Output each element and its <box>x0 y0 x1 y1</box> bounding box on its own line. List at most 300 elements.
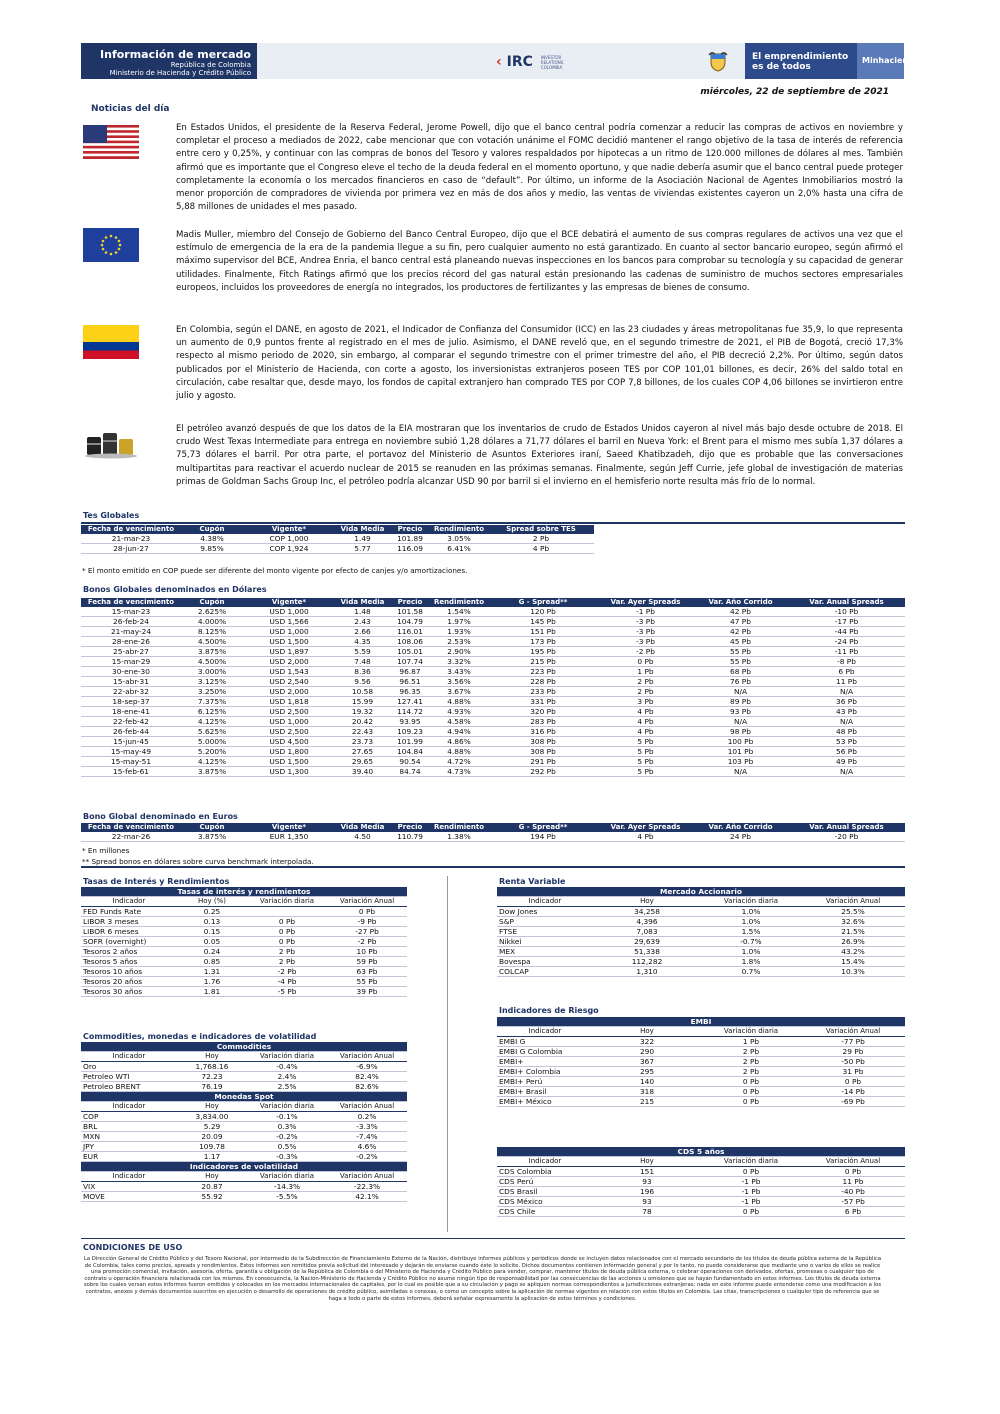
col-header: Variación diaria <box>701 1157 801 1167</box>
table-cell: 151 <box>593 1167 701 1177</box>
col-header: Fecha de vencimiento <box>81 525 181 534</box>
col-header: Variación Anual <box>327 1102 407 1112</box>
table-cell: 25-abr-27 <box>81 647 181 657</box>
table-cell: 308 Pb <box>488 737 598 747</box>
table-row <box>81 957 407 967</box>
table-cell: 49 Pb <box>788 757 905 767</box>
table-cell: 308 Pb <box>488 747 598 757</box>
table-cell: 105.01 <box>390 647 430 657</box>
table-cell: 29.65 <box>335 757 390 767</box>
table-row <box>81 987 407 997</box>
table-cell: -44 Pb <box>788 627 905 637</box>
table-row <box>81 767 905 777</box>
table-cell: 6 Pb <box>801 1207 905 1217</box>
table-row <box>497 957 905 967</box>
table-cell: 1,310 <box>593 967 701 977</box>
table-cell: 0.5% <box>247 1142 327 1152</box>
table-row <box>81 687 905 697</box>
table-subheader: Tasas de interés y rendimientos <box>81 887 407 897</box>
table-cell: 15-may-51 <box>81 757 181 767</box>
table-cell: 0.85 <box>177 957 247 967</box>
table-cell: USD 1,500 <box>243 757 335 767</box>
eur-footnote-2: ** Spread bonos en dólares sobre curva benchmark interpolada. <box>82 857 314 866</box>
table-cell: 2 Pb <box>701 1057 801 1067</box>
table-cell: 5.000% <box>181 737 243 747</box>
news-item-usa: En Estados Unidos, el presidente de la Reserva Federal, Jerome Powell, dijo que el banco central podría comenzar a reducir las compras de activos en noviembre y completar el proceso a mediados de 2022, cabe mencionar que con votación unánime el FOMC decidió mantener el rango objetivo de la tasa de interés de referencia entre cero y 0,25%, y continuar con las compras de bonos del Tesoro y valores respaldados por hipotecas a un ritmo de 120.000 millones de dólares al mes. También afirmó que es importante que el Congreso eleve el techo de la deuda federal en el momento oportuno, y que nadie debería asumir que el banco central puede proteger completamente la economía o los mercados financieros en caso de “default”. Por último, un informe de la Asociación Nacional de Agentes Inmobiliarios mostró la menor proporción de compradores de vivienda por primera vez en más de dos años y medio, las ventas de viviendas existentes cayeron un 2,0% hasta una cifra de 5,88 millones de unidades el mes pasado. <box>176 123 903 213</box>
table-row <box>81 967 407 977</box>
col-header: G - Spread** <box>488 823 598 832</box>
table-cell: -0.3% <box>247 1152 327 1162</box>
table-cell: 2.43 <box>335 617 390 627</box>
commodities-table <box>81 1042 407 1202</box>
table-cell: 39.40 <box>335 767 390 777</box>
table-cell: 316 Pb <box>488 727 598 737</box>
table-cell <box>247 907 327 917</box>
table-cell: 20.09 <box>177 1132 247 1142</box>
table-cell: N/A <box>788 767 905 777</box>
slogan-line-1: El emprendimiento <box>752 52 849 62</box>
table-cell: -11 Pb <box>788 647 905 657</box>
news-item-europe: Madis Muller, miembro del Consejo de Gobierno del Banco Central Europeo, dijo que el BCE debatirá el aumento de sus compras regulares de activos una vez que el estímulo de emergencia de la era de la pandemia llegue a su fin, pero cualquier aumento no está garantizado. En cuanto al sector bancario europeo, según afirmó el máximo supervisor del BCE, Andrea Enria, el banco central está planeando nuevas inspecciones en los bancos para comprobar su tecnología y su capacidad de generar utilidades. Finalmente, Fitch Ratings afirmó que los precios récord del gas natural están presionando las cadenas de suministro de muchos sectores empresariales europeos, incluidos los proveedores de energía no integrados, los productores de fertilizantes y las empresas de bienes de consumo. <box>176 230 903 293</box>
table-cell: 367 <box>593 1057 701 1067</box>
table-cell: 45 Pb <box>693 637 788 647</box>
col-header: Variación diaria <box>701 1027 801 1037</box>
table-cell: 9.56 <box>335 677 390 687</box>
table-cell: 5.200% <box>181 747 243 757</box>
tes-title: Tes Globales <box>83 511 140 520</box>
table-cell: LIBOR 6 meses <box>81 927 177 937</box>
table-row <box>497 947 905 957</box>
table-cell: COP <box>81 1112 177 1122</box>
table-row <box>81 627 905 637</box>
table-cell: 93 <box>593 1197 701 1207</box>
col-header: Hoy <box>177 1102 247 1112</box>
table-cell: 101.58 <box>390 607 430 617</box>
table-cell: 98 Pb <box>693 727 788 737</box>
table-cell: 93.95 <box>390 717 430 727</box>
table-cell: 0 Pb <box>701 1207 801 1217</box>
table-cell: 116.01 <box>390 627 430 637</box>
table-cell: 120 Pb <box>488 607 598 617</box>
table-cell: USD 1,000 <box>243 717 335 727</box>
table-cell: 0 Pb <box>247 917 327 927</box>
table-cell: 3.125% <box>181 677 243 687</box>
table-cell: 5 Pb <box>598 757 693 767</box>
table-cell: 1.0% <box>701 947 801 957</box>
table-cell: 0.7% <box>701 967 801 977</box>
table-cell: 82.4% <box>327 1072 407 1082</box>
table-cell: MXN <box>81 1132 177 1142</box>
col-header: Spread sobre TES <box>488 525 594 534</box>
table-cell: 4.93% <box>430 707 488 717</box>
table-cell: 320 Pb <box>488 707 598 717</box>
table-cell: 2 Pb <box>247 957 327 967</box>
table-cell: 283 Pb <box>488 717 598 727</box>
table-cell: 4 Pb <box>598 707 693 717</box>
table-cell: 2.5% <box>247 1082 327 1092</box>
table-cell: 5.625% <box>181 727 243 737</box>
col-header: Variación Anual <box>327 1172 407 1182</box>
header-row <box>81 1172 407 1182</box>
table-cell: 1.97% <box>430 617 488 627</box>
header-banner <box>81 43 920 79</box>
table-cell: 4 Pb <box>598 717 693 727</box>
table-cell: 104.84 <box>390 747 430 757</box>
table-cell: 29,639 <box>593 937 701 947</box>
table-cell: 5 Pb <box>598 767 693 777</box>
table-cell: 2 Pb <box>701 1067 801 1077</box>
col-header: Rendimiento <box>430 598 488 607</box>
col-header: Variación Anual <box>801 897 905 907</box>
table-cell: 93 Pb <box>693 707 788 717</box>
table-cell: 5 Pb <box>598 747 693 757</box>
divider <box>81 866 905 868</box>
table-row <box>497 1087 905 1097</box>
table-cell: -22.3% <box>327 1182 407 1192</box>
table-cell: 84.74 <box>390 767 430 777</box>
table-cell: N/A <box>693 687 788 697</box>
table-cell: 101.99 <box>390 737 430 747</box>
table-cell: -10 Pb <box>788 607 905 617</box>
table-cell: VIX <box>81 1182 177 1192</box>
table-cell: 18-sep-37 <box>81 697 181 707</box>
table-cell: BRL <box>81 1122 177 1132</box>
table-cell: 90.54 <box>390 757 430 767</box>
table-cell: EMBI+ Perú <box>497 1077 593 1087</box>
col-header: Fecha de vencimiento <box>81 823 181 832</box>
header-title: Información de mercado <box>100 48 251 61</box>
table-cell: 194 Pb <box>488 832 598 842</box>
table-cell: 10.3% <box>801 967 905 977</box>
table-cell: 4.94% <box>430 727 488 737</box>
table-cell: 42 Pb <box>693 627 788 637</box>
col-header: Vigente* <box>243 525 335 534</box>
table-cell: 215 <box>593 1097 701 1107</box>
table-cell: -1 Pb <box>701 1197 801 1207</box>
minhacienda-logo: Minhacienda <box>857 43 904 79</box>
table-cell: 4.500% <box>181 657 243 667</box>
table-row <box>81 667 905 677</box>
table-row <box>81 657 905 667</box>
table-cell: 140 <box>593 1077 701 1087</box>
table-cell: 215 Pb <box>488 657 598 667</box>
table-cell: 56 Pb <box>788 747 905 757</box>
table-cell: 19.32 <box>335 707 390 717</box>
table-cell: 15.99 <box>335 697 390 707</box>
table-row <box>81 1122 407 1132</box>
table-cell: 2 Pb <box>701 1047 801 1057</box>
col-header: Cupón <box>181 598 243 607</box>
table-cell: 27.65 <box>335 747 390 757</box>
table-cell: 15.4% <box>801 957 905 967</box>
table-cell: 109.78 <box>177 1142 247 1152</box>
table-cell: Tesoros 5 años <box>81 957 177 967</box>
table-cell: 195 Pb <box>488 647 598 657</box>
table-cell: 1.5% <box>701 927 801 937</box>
table-cell: 22-mar-26 <box>81 832 181 842</box>
col-header: Var. Ayer Spreads <box>598 598 693 607</box>
slogan-line-2: es de todos <box>752 62 811 72</box>
table-cell: 22.43 <box>335 727 390 737</box>
header-row <box>81 1102 407 1112</box>
table-cell: 43.2% <box>801 947 905 957</box>
table-cell: 4.000% <box>181 617 243 627</box>
table-cell: 6 Pb <box>788 667 905 677</box>
table-cell: CDS México <box>497 1197 593 1207</box>
table-cell: 1.8% <box>701 957 801 967</box>
eur-bond-title: Bono Global denominado en Euros <box>83 812 238 821</box>
table-row <box>497 1037 905 1047</box>
equities-table <box>497 887 905 977</box>
table-cell: 76 Pb <box>693 677 788 687</box>
table-row <box>81 832 905 842</box>
table-row <box>81 1072 407 1082</box>
table-row <box>81 637 905 647</box>
table-cell: 68 Pb <box>693 667 788 677</box>
table-cell: 8.125% <box>181 627 243 637</box>
table-cell: -17 Pb <box>788 617 905 627</box>
table-cell: 3 Pb <box>598 697 693 707</box>
table-cell: 100 Pb <box>693 737 788 747</box>
table-row <box>81 677 905 687</box>
table-cell: -5 Pb <box>247 987 327 997</box>
table-cell: USD 2,000 <box>243 657 335 667</box>
table-row <box>497 1057 905 1067</box>
col-header: Precio <box>390 525 430 534</box>
table-cell: 3.875% <box>181 647 243 657</box>
col-header: Var. Año Corrido <box>693 598 788 607</box>
table-cell: 15-mar-29 <box>81 657 181 667</box>
table-cell: 3.000% <box>181 667 243 677</box>
col-header: Cupón <box>181 823 243 832</box>
table-cell: 30-ene-30 <box>81 667 181 677</box>
col-header: Variación diaria <box>247 1172 327 1182</box>
table-cell: N/A <box>693 767 788 777</box>
table-cell: 4,396 <box>593 917 701 927</box>
table-row <box>81 927 407 937</box>
table-cell: 3.67% <box>430 687 488 697</box>
table-cell: 96.87 <box>390 667 430 677</box>
table-row <box>81 1192 407 1202</box>
table-row <box>81 977 407 987</box>
table-cell: 96.35 <box>390 687 430 697</box>
table-cell: 3.32% <box>430 657 488 667</box>
irc-logo: ‹ IRC INVESTOR RELATIONS COLOMBIA <box>496 53 616 71</box>
col-header: Vigente* <box>243 823 335 832</box>
subheader-row <box>497 887 905 897</box>
table-cell: 59 Pb <box>327 957 407 967</box>
table-row <box>81 907 407 917</box>
table-cell: 34,258 <box>593 907 701 917</box>
table-row <box>81 937 407 947</box>
col-header: Hoy <box>177 1172 247 1182</box>
divider <box>81 522 905 524</box>
col-header: Indicador <box>81 1052 177 1062</box>
table-row <box>497 907 905 917</box>
usd-bonds-title: Bonos Globales denominados en Dólares <box>83 585 267 594</box>
table-cell: S&P <box>497 917 593 927</box>
irc-logo-subtext: INVESTOR RELATIONS COLOMBIA <box>540 54 564 70</box>
table-cell: 101 Pb <box>693 747 788 757</box>
table-subheader: CDS 5 años <box>497 1147 905 1157</box>
table-cell: -1 Pb <box>598 607 693 617</box>
table-cell: 0.13 <box>177 917 247 927</box>
table-cell: 0 Pb <box>701 1087 801 1097</box>
col-header: Rendimiento <box>430 525 488 534</box>
subheader-row <box>81 1042 407 1052</box>
table-row <box>497 1177 905 1187</box>
table-cell: 48 Pb <box>788 727 905 737</box>
table-cell: N/A <box>788 687 905 697</box>
table-row <box>81 1182 407 1192</box>
table-cell: 2 Pb <box>598 677 693 687</box>
table-row <box>81 617 905 627</box>
table-cell: 3.875% <box>181 832 243 842</box>
table-cell: -0.1% <box>247 1112 327 1122</box>
table-cell: -3 Pb <box>598 627 693 637</box>
table-cell: EMBI G Colombia <box>497 1047 593 1057</box>
table-cell: -3 Pb <box>598 617 693 627</box>
table-cell: 63 Pb <box>327 967 407 977</box>
table-row <box>497 927 905 937</box>
table-cell: 1 Pb <box>598 667 693 677</box>
table-cell: -5.5% <box>247 1192 327 1202</box>
table-cell: N/A <box>788 717 905 727</box>
col-header: Vida Media <box>335 823 390 832</box>
table-cell: 0.05 <box>177 937 247 947</box>
table-cell: 2.625% <box>181 607 243 617</box>
table-cell: 290 <box>593 1047 701 1057</box>
table-cell: 5 Pb <box>598 737 693 747</box>
table-cell: 127.41 <box>390 697 430 707</box>
table-cell: USD 1,500 <box>243 637 335 647</box>
table-cell: USD 4,500 <box>243 737 335 747</box>
table-cell: -1 Pb <box>701 1177 801 1187</box>
table-cell: 31 Pb <box>801 1067 905 1077</box>
table-cell: 4 Pb <box>598 727 693 737</box>
table-cell: FTSE <box>497 927 593 937</box>
eur-bond-table <box>81 823 905 842</box>
table-row <box>497 1047 905 1057</box>
eur-footnote-1: * En millones <box>82 846 130 855</box>
col-header: Vida Media <box>335 525 390 534</box>
table-row <box>497 967 905 977</box>
table-cell: 223 Pb <box>488 667 598 677</box>
table-cell: -0.2% <box>247 1132 327 1142</box>
table-cell: 76.19 <box>177 1082 247 1092</box>
col-header: Hoy <box>593 1027 701 1037</box>
table-cell: 0 Pb <box>247 937 327 947</box>
table-cell: MEX <box>497 947 593 957</box>
table-cell: 1.0% <box>701 917 801 927</box>
table-row <box>81 707 905 717</box>
equities-title: Renta Variable <box>499 877 566 886</box>
subheader-row <box>497 1017 905 1027</box>
table-cell: 4.72% <box>430 757 488 767</box>
table-cell: -1 Pb <box>701 1187 801 1197</box>
table-cell: 2.66 <box>335 627 390 637</box>
table-cell: 3.43% <box>430 667 488 677</box>
table-cell: EUR <box>81 1152 177 1162</box>
news-section-title: Noticias del día <box>91 104 170 114</box>
col-header: Var. Ayer Spreads <box>598 823 693 832</box>
table-cell: 93 <box>593 1177 701 1187</box>
col-header: Hoy <box>593 897 701 907</box>
table-cell: Petroleo BRENT <box>81 1082 177 1092</box>
col-header: Variación Anual <box>801 1157 905 1167</box>
table-cell: 11 Pb <box>788 677 905 687</box>
table-cell: 22-feb-42 <box>81 717 181 727</box>
table-cell: 0 Pb <box>801 1077 905 1087</box>
table-cell: 15-feb-61 <box>81 767 181 777</box>
table-cell: 8.36 <box>335 667 390 677</box>
col-header: Cupón <box>181 525 243 534</box>
table-cell: USD 2,500 <box>243 707 335 717</box>
table-cell: 1.17 <box>177 1152 247 1162</box>
table-cell: EMBI+ Colombia <box>497 1067 593 1077</box>
table-cell: 51,338 <box>593 947 701 957</box>
table-cell: -40 Pb <box>801 1187 905 1197</box>
table-cell: 3.250% <box>181 687 243 697</box>
table-row <box>81 1082 407 1092</box>
table-cell: N/A <box>693 717 788 727</box>
table-cell: 4.6% <box>327 1142 407 1152</box>
table-cell: USD 1,300 <box>243 767 335 777</box>
table-cell: Nikkei <box>497 937 593 947</box>
table-cell: 0.24 <box>177 947 247 957</box>
table-cell: 28-ene-26 <box>81 637 181 647</box>
table-row <box>497 1097 905 1107</box>
table-cell: 15-may-49 <box>81 747 181 757</box>
table-row <box>497 1187 905 1197</box>
rates-title: Tasas de Interés y Rendimientos <box>83 877 230 886</box>
table-cell: 112,282 <box>593 957 701 967</box>
table-cell: 22-abr-32 <box>81 687 181 697</box>
table-row <box>81 607 905 617</box>
table-cell: 78 <box>593 1207 701 1217</box>
table-cell: 39 Pb <box>327 987 407 997</box>
table-cell: 4 Pb <box>598 832 693 842</box>
table-cell: 1,768.16 <box>177 1062 247 1072</box>
coat-of-arms-icon <box>706 49 730 73</box>
eu-flag-icon <box>83 228 139 262</box>
report-date: miércoles, 22 de septiembre de 2021 <box>700 87 889 97</box>
table-cell: 4.86% <box>430 737 488 747</box>
table-cell: 114.72 <box>390 707 430 717</box>
table-row <box>81 717 905 727</box>
table-cell: 55 Pb <box>693 657 788 667</box>
col-header: Precio <box>390 823 430 832</box>
subheader-row <box>81 1162 407 1172</box>
column-divider <box>447 876 448 1232</box>
col-header: Indicador <box>81 1102 177 1112</box>
table-cell: MOVE <box>81 1192 177 1202</box>
table-cell: 0.15 <box>177 927 247 937</box>
table-row <box>81 1112 407 1122</box>
table-row <box>497 917 905 927</box>
table-cell: 55.92 <box>177 1192 247 1202</box>
header-row <box>497 1157 905 1167</box>
table-cell: USD 1,897 <box>243 647 335 657</box>
table-cell: 1.31 <box>177 967 247 977</box>
divider <box>81 1238 905 1239</box>
table-cell: 26-feb-24 <box>81 617 181 627</box>
col-header: Var. Anual Spreads <box>788 823 905 832</box>
table-cell: 21.5% <box>801 927 905 937</box>
table-cell: 108.06 <box>390 637 430 647</box>
table-cell: CDS Colombia <box>497 1167 593 1177</box>
table-cell: USD 2,000 <box>243 687 335 697</box>
